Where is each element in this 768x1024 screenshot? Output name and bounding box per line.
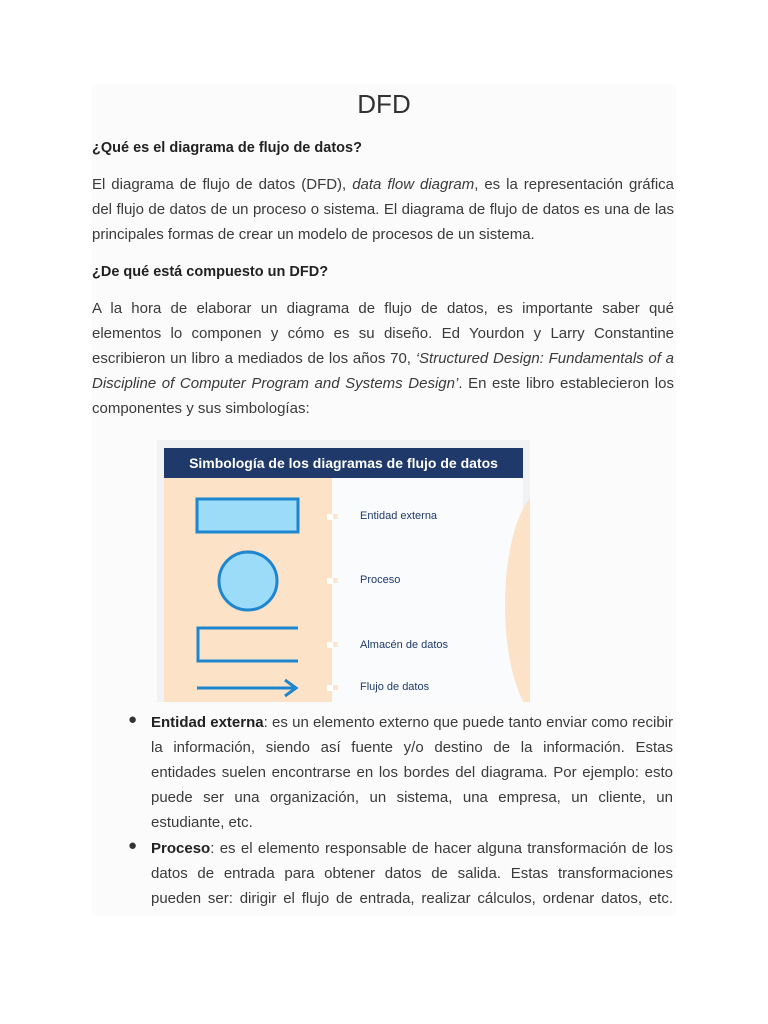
- list-item-text: : es el elemento responsable de hacer alguna transformación de los datos de entrada para obtener datos de salida. Estas transformaciones pueden ser: dirigir el flujo de entrada, realizar cálculos, ordenar datos, etc.: [151, 840, 673, 907]
- list-item: [151, 710, 673, 835]
- connector-dot: [333, 642, 338, 647]
- section-heading-components: ¿De qué está compuesto un DFD?: [92, 264, 329, 280]
- paragraph-text: A la hora de elaborar un diagrama de flujo de datos, es importante saber qué elementos lo componen y cómo es su diseño. Ed Yourdon y Larry Constantine escribieron un libro a mediados de los años 70,: [92, 300, 674, 367]
- figure-symbols: [157, 440, 530, 702]
- list-item-term: Proceso: [151, 840, 211, 857]
- paragraph-text: . En este libro establecieron los componentes y sus simbologías:: [92, 375, 674, 417]
- paragraph-text: , es la representación gráfica del flujo de datos de un proceso o sistema. El diagrama de flujo de datos es una de las principales formas de crear un modelo de procesos de un sistema.: [92, 176, 674, 243]
- page-title: DFD: [357, 89, 411, 119]
- connector-dot: [333, 685, 338, 690]
- figure-label-process: Proceso: [360, 574, 401, 586]
- figure-label-external-entity: Entidad externa: [360, 510, 438, 522]
- symbology-figure: [157, 440, 530, 702]
- process-symbol-icon: [219, 552, 277, 610]
- paragraph-components: [92, 296, 674, 421]
- figure-label-data-store: Almacén de datos: [360, 639, 449, 651]
- figure-header: Simbología de los diagramas de flujo de datos: [164, 448, 523, 478]
- connector-dot: [333, 578, 338, 583]
- section-heading-what-is: ¿Qué es el diagrama de flujo de datos?: [92, 140, 362, 156]
- connector-dot: [333, 514, 338, 519]
- bullet-marker: ●: [128, 711, 138, 728]
- external-entity-symbol-icon: [197, 499, 298, 532]
- data-store-symbol-icon: [198, 628, 298, 661]
- paragraph-definition: [92, 172, 674, 247]
- paragraph-italic: ‘Structured Design: Fundamentals of a Discipline of Computer Program and Systems Design’: [92, 350, 674, 392]
- list-item-term: Entidad externa: [151, 714, 264, 731]
- bullet-marker: ●: [128, 837, 138, 854]
- figure-label-data-flow: Flujo de datos: [360, 681, 430, 693]
- paragraph-italic: data flow diagram: [352, 176, 475, 193]
- list-item-text: : es un elemento externo que puede tanto enviar como recibir la información, siendo así fuente y/o destino de la información. Estas entidades suelen encontrarse en los bordes del diagrama. Por ejemplo: esto puede ser una organización, un sistema, una empresa, un cliente, un estudiante, etc.: [151, 714, 673, 831]
- list-item: [151, 836, 673, 911]
- data-flow-arrow-icon: [197, 680, 296, 696]
- paragraph-text: El diagrama de flujo de datos (DFD),: [92, 176, 353, 193]
